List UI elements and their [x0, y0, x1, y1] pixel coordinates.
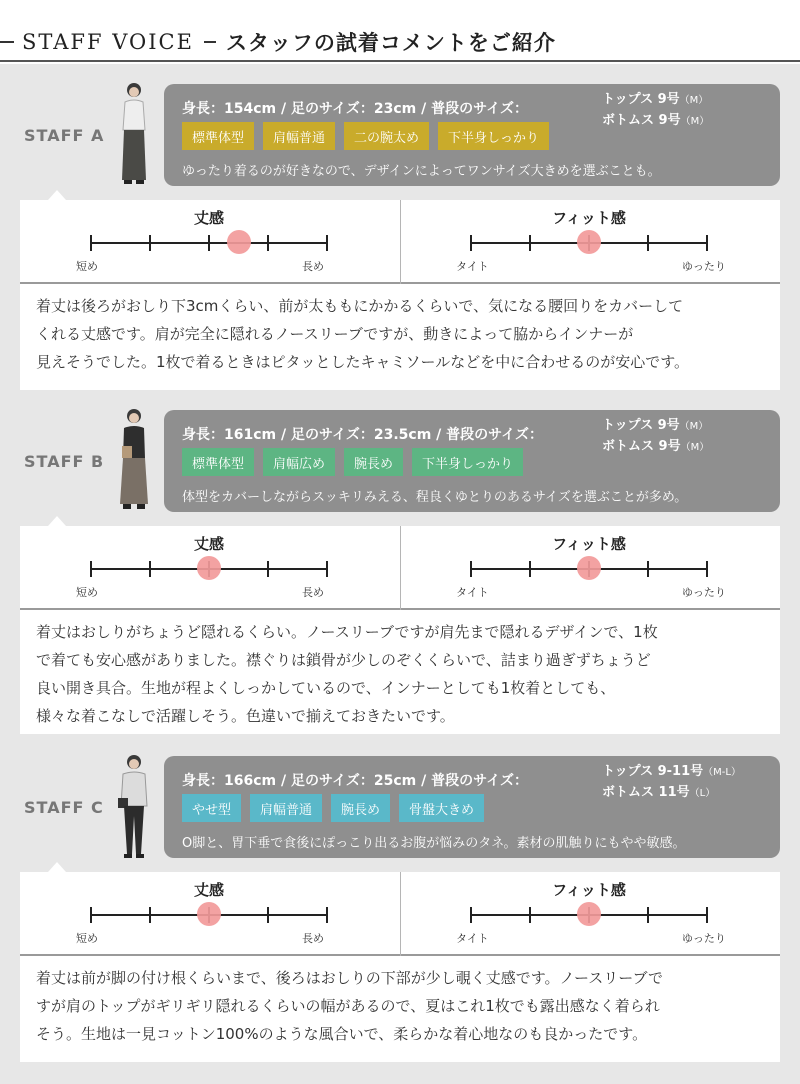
review-line: くれる丈感です。肩が完全に隠れるノースリーブですが、動きによって脇からインナーが — [36, 325, 634, 343]
staff-photo — [110, 80, 158, 194]
fit-min-label: タイト — [456, 586, 489, 599]
fit-tick — [647, 235, 649, 251]
scale-divider — [400, 200, 401, 284]
length-tick — [149, 907, 151, 923]
staff-label: STAFF C — [24, 798, 104, 817]
fit-tick — [706, 561, 708, 577]
usual-sizes — [602, 90, 709, 132]
title-dash — [204, 41, 216, 43]
bottoms-size-label: ボトムス 9号 — [602, 439, 681, 454]
length-tick — [208, 235, 210, 251]
review-card — [20, 872, 780, 1062]
card-pointer — [48, 516, 66, 526]
body-type-tag: 下半身しっかり — [438, 122, 549, 150]
body-type-tag: 二の腕太め — [344, 122, 429, 150]
length-marker — [197, 902, 221, 926]
body-measurements: 身長：154cm / 足のサイズ：23cm / 普段のサイズ： — [182, 101, 528, 117]
length-min-label: 短め — [76, 586, 98, 599]
fit-tick — [529, 235, 531, 251]
fit-tick — [470, 561, 472, 577]
tops-size-label: トップス 9号 — [602, 92, 680, 107]
staff-profile — [164, 410, 780, 512]
fit-max-label: ゆったり — [682, 260, 726, 273]
title-english: STAFF VOICE — [22, 30, 194, 54]
length-tick — [326, 907, 328, 923]
length-tick — [90, 235, 92, 251]
review-line: 着丈は後ろがおしり下3cmくらい、前が太ももにかかるくらいで、気になる腰回りをカバーして — [36, 297, 684, 315]
fit-min-label: タイト — [456, 932, 489, 945]
staff-block — [0, 756, 800, 1062]
card-pointer — [48, 190, 66, 200]
staff-profile — [164, 756, 780, 858]
length-tick — [326, 235, 328, 251]
staff-label: STAFF B — [24, 452, 105, 471]
body-measurements: 身長：161cm / 足のサイズ：23.5cm / 普段のサイズ： — [182, 427, 544, 443]
title-dash — [0, 41, 14, 43]
fit-tick — [529, 907, 531, 923]
page-title — [0, 22, 556, 62]
review-line: 着丈は前が脚の付け根くらいまで、後ろはおしりの下部が少し覗く丈感です。ノースリーブで — [36, 969, 664, 987]
tops-size-label: トップス 9-11号 — [602, 764, 704, 779]
bottoms-size — [602, 437, 709, 458]
review-line: 様々な着こなしで活躍しそう。色違いで揃えておきたいです。 — [36, 707, 455, 725]
length-marker — [197, 556, 221, 580]
body-type-tag: 肩幅普通 — [263, 122, 335, 150]
review-line: 良い開き具合。生地が程よくしっかしているので、インナーとしても1枚着としても、 — [36, 679, 616, 697]
title-japanese: スタッフの試着コメントをご紹介 — [225, 31, 556, 55]
length-tick — [326, 561, 328, 577]
length-min-label: 短め — [76, 260, 98, 273]
body-measurements: 身長：166cm / 足のサイズ：25cm / 普段のサイズ： — [182, 773, 528, 789]
tops-size — [602, 416, 709, 437]
review-line: 見えそうでした。1枚で着るときはピタッとしたキャミソールなどを中に合わせるのが安心です。 — [36, 353, 690, 371]
length-tick — [267, 235, 269, 251]
body-type-tag: 標準体型 — [182, 122, 254, 150]
review-line: すが肩のトップがギリギリ隠れるくらいの幅があるので、夏はこれ1枚でも露出感なく着られ — [36, 997, 660, 1015]
scale-row — [20, 526, 780, 610]
fit-tick — [647, 561, 649, 577]
review-card — [20, 526, 780, 734]
body-type-tags — [182, 448, 523, 476]
bottoms-size-letter: （L） — [689, 788, 716, 799]
fit-min-label: タイト — [456, 260, 489, 273]
fit-tick — [706, 235, 708, 251]
fit-tick — [470, 907, 472, 923]
length-max-label: 長め — [302, 586, 324, 599]
tops-size-letter: （M） — [679, 95, 709, 106]
length-max-label: 長め — [302, 260, 324, 273]
scale-row — [20, 872, 780, 956]
length-min-label: 短め — [76, 932, 98, 945]
fit-title: フィット感 — [552, 209, 626, 227]
length-title: 丈感 — [193, 209, 224, 227]
body-type-tag: 標準体型 — [182, 448, 254, 476]
body-type-tag: 腕長め — [331, 794, 390, 822]
length-title: 丈感 — [193, 535, 224, 553]
staff-block — [0, 84, 800, 390]
bottoms-size — [602, 111, 709, 132]
fit-scale — [400, 526, 780, 610]
fit-marker — [577, 556, 601, 580]
review-line: で着ても安心感がありました。襟ぐりは鎖骨が少しのぞくくらいで、詰まり過ぎずちょうど — [36, 651, 651, 669]
scale-divider — [400, 872, 401, 956]
tops-size — [602, 90, 709, 111]
fit-tick — [470, 235, 472, 251]
fit-scale — [400, 872, 780, 956]
fit-tick — [706, 907, 708, 923]
scale-row — [20, 200, 780, 284]
fit-title: フィット感 — [552, 881, 626, 899]
tops-size — [602, 762, 741, 783]
staff-comment: 体型をカバーしながらスッキリみえる、程良くゆとりのあるサイズを選ぶことが多め。 — [182, 490, 688, 505]
fit-tick — [647, 907, 649, 923]
length-marker — [227, 230, 251, 254]
card-pointer — [48, 862, 66, 872]
fit-marker — [577, 230, 601, 254]
review-text — [36, 618, 658, 730]
staff-comment: O脚と、胃下垂で食後にぽっこり出るお腹が悩みのタネ。素材の肌触りにもやや敏感。 — [182, 836, 686, 851]
length-scale — [20, 872, 400, 956]
length-tick — [90, 561, 92, 577]
staff-comment: ゆったり着るのが好きなので、デザインによってワンサイズ大きめを選ぶことも。 — [182, 164, 661, 179]
bottoms-size-letter: （M） — [680, 116, 710, 127]
tops-size-letter: （M-L） — [703, 767, 741, 778]
page-header — [0, 0, 800, 62]
bottoms-size-label: ボトムス 11号 — [602, 785, 690, 800]
body-type-tag: 腕長め — [344, 448, 403, 476]
staff-label: STAFF A — [24, 126, 105, 145]
body-type-tag: やせ型 — [182, 794, 241, 822]
fit-marker — [577, 902, 601, 926]
fit-scale — [400, 200, 780, 284]
length-tick — [267, 907, 269, 923]
staff-block — [0, 410, 800, 734]
body-type-tag: 下半身しっかり — [412, 448, 523, 476]
review-text — [36, 292, 689, 376]
length-tick — [149, 561, 151, 577]
length-tick — [149, 235, 151, 251]
usual-sizes — [602, 762, 741, 804]
staff-photo — [110, 752, 158, 866]
length-scale — [20, 526, 400, 610]
bottoms-size-label: ボトムス 9号 — [602, 113, 681, 128]
body-type-tags — [182, 794, 484, 822]
review-text — [36, 964, 663, 1048]
review-line: 着丈はおしりがちょうど隠れるくらい。ノースリーブですが肩先まで隠れるデザインで、1枚 — [36, 623, 658, 641]
bottoms-size — [602, 783, 741, 804]
body-type-tag: 肩幅広め — [263, 448, 335, 476]
body-type-tag: 肩幅普通 — [250, 794, 322, 822]
length-tick — [90, 907, 92, 923]
tops-size-label: トップス 9号 — [602, 418, 680, 433]
staff-photo — [110, 406, 158, 520]
scale-divider — [400, 526, 401, 610]
length-tick — [267, 561, 269, 577]
review-line: そう。生地は一見コットン100%のような風合いで、柔らかな着心地なのも良かったです。 — [36, 1025, 648, 1043]
body-type-tags — [182, 122, 549, 150]
tops-size-letter: （M） — [679, 421, 709, 432]
length-max-label: 長め — [302, 932, 324, 945]
length-title: 丈感 — [193, 881, 224, 899]
length-scale — [20, 200, 400, 284]
review-card — [20, 200, 780, 390]
fit-max-label: ゆったり — [682, 932, 726, 945]
fit-title: フィット感 — [552, 535, 626, 553]
usual-sizes — [602, 416, 709, 458]
bottoms-size-letter: （M） — [680, 442, 710, 453]
fit-tick — [529, 561, 531, 577]
staff-profile — [164, 84, 780, 186]
fit-max-label: ゆったり — [682, 586, 726, 599]
body-type-tag: 骨盤大きめ — [399, 794, 484, 822]
